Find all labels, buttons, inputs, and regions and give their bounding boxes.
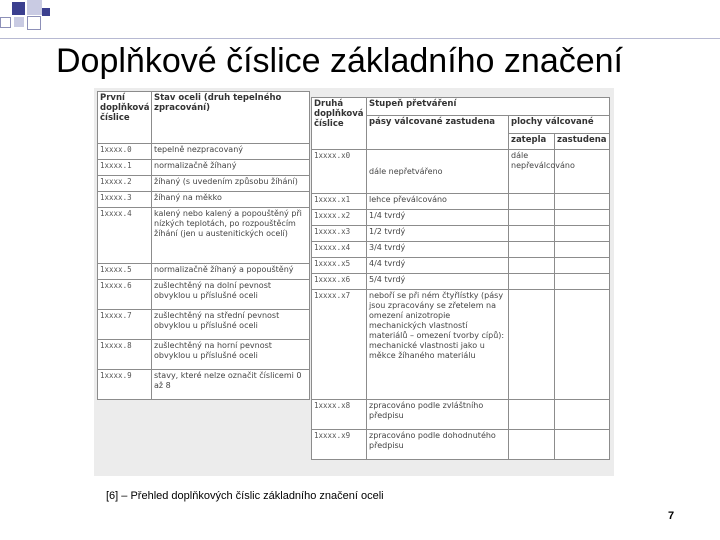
empty-cell [509, 226, 555, 242]
table-row [312, 430, 610, 460]
empty-cell [555, 210, 610, 226]
row-code: 1xxxx.x0 [312, 150, 367, 194]
table-row [312, 226, 610, 242]
row-desc: 1/4 tvrdý [367, 210, 509, 226]
row-desc: tepelně nezpracovaný [152, 144, 310, 160]
page-number: 7 [668, 510, 675, 522]
row-desc: 3/4 tvrdý [367, 242, 509, 258]
table-row [312, 290, 610, 400]
table-row [312, 150, 610, 194]
row-desc: lehce převálcováno [367, 194, 509, 210]
table-row [98, 144, 310, 160]
table-row [312, 274, 610, 290]
empty-cell [509, 210, 555, 226]
empty-cell [555, 400, 610, 430]
right-table [311, 97, 610, 460]
row-code: 1xxxx.x2 [312, 210, 367, 226]
row-desc: žíhaný (s uvedením způsobu žíhání) [152, 176, 310, 192]
row-code: 1xxxx.7 [98, 310, 152, 340]
empty-cell [555, 290, 610, 400]
table-row [98, 280, 310, 310]
empty-cell [509, 400, 555, 430]
row-code: 1xxxx.x8 [312, 400, 367, 430]
row-desc: zušlechtěný na dolní pevnost obvyklou u příslušné oceli [152, 280, 310, 310]
row-code: 1xxxx.x4 [312, 242, 367, 258]
left-header-col1: První doplňková číslice [98, 92, 152, 144]
row-desc: dále nepřetvářeno [367, 150, 509, 194]
empty-cell [509, 274, 555, 290]
table-row [98, 208, 310, 264]
table-row [98, 310, 310, 340]
empty-cell [509, 290, 555, 400]
row-code: 1xxxx.x3 [312, 226, 367, 242]
row-desc: 4/4 tvrdý [367, 258, 509, 274]
slide-title: Doplňkové číslice základního značení [56, 42, 623, 80]
empty-cell [555, 194, 610, 210]
table-row [312, 210, 610, 226]
right-header-sub-cold: pásy válcované zastudena [367, 116, 509, 150]
table-row [98, 370, 310, 400]
empty-cell [509, 258, 555, 274]
row-desc: zušlechtěný na horní pevnost obvyklou u příslušné oceli [152, 340, 310, 370]
row-desc: zpracováno podle dohodnutého předpisu [367, 430, 509, 460]
empty-cell [555, 258, 610, 274]
empty-cell [509, 242, 555, 258]
row-flat: dále nepřeválcováno [509, 150, 555, 194]
row-code: 1xxxx.x6 [312, 274, 367, 290]
row-code: 1xxxx.2 [98, 176, 152, 192]
row-code: 1xxxx.9 [98, 370, 152, 400]
figure-caption: [6] – Přehled doplňkových číslic základního značení oceli [106, 490, 384, 502]
empty-cell [555, 226, 610, 242]
row-desc: žíhaný na měkko [152, 192, 310, 208]
right-header-sub-flat: plochy válcované [509, 116, 610, 134]
table-row [98, 340, 310, 370]
row-desc: zušlechtěný na střední pevnost obvyklou u příslušné oceli [152, 310, 310, 340]
row-code: 1xxxx.4 [98, 208, 152, 264]
row-code: 1xxxx.1 [98, 160, 152, 176]
row-code: 1xxxx.0 [98, 144, 152, 160]
table-row [98, 192, 310, 208]
table-row [98, 160, 310, 176]
row-desc: normalizačně žíhaný a popouštěný [152, 264, 310, 280]
row-code: 1xxxx.x5 [312, 258, 367, 274]
right-header-col1: Druhá doplňková číslice [312, 98, 367, 150]
left-header-col2: Stav oceli (druh tepelného zpracování) [152, 92, 310, 144]
table-row [312, 400, 610, 430]
row-code: 1xxxx.x7 [312, 290, 367, 400]
row-code: 1xxxx.x9 [312, 430, 367, 460]
row-desc: neboří se při ném čtyřlístky (pásy jsou zpracovány se zřetelem na omezení anizotropie mechanických vlastností materiálů – omezení tvorby cípů): mechanické vlastnosti jako u měkce žíhaného materiálu [367, 290, 509, 400]
row-code: 1xxxx.x1 [312, 194, 367, 210]
table-row [312, 194, 610, 210]
row-desc: kalený nebo kalený a popouštěný při nízkých teplotách, po rozpouštěcím žíhání (jen u austenitických ocelí) [152, 208, 310, 264]
row-code: 1xxxx.5 [98, 264, 152, 280]
empty-cell [555, 274, 610, 290]
table-row [312, 242, 610, 258]
empty-cell [555, 242, 610, 258]
row-desc: stavy, které nelze označit číslicemi 0 až 8 [152, 370, 310, 400]
empty-cell [509, 430, 555, 460]
table-row [98, 176, 310, 192]
row-code: 1xxxx.8 [98, 340, 152, 370]
empty-cell [509, 194, 555, 210]
row-desc: normalizačně žíhaný [152, 160, 310, 176]
empty-cell [555, 150, 610, 194]
empty-cell [555, 430, 610, 460]
table-row [312, 258, 610, 274]
row-code: 1xxxx.3 [98, 192, 152, 208]
right-header-sub-warm: zatepla [509, 134, 555, 150]
right-header-col2: Stupeň přetváření [367, 98, 610, 116]
left-table [97, 91, 310, 400]
right-header-sub-cold2: zastudena [555, 134, 610, 150]
row-desc: 5/4 tvrdý [367, 274, 509, 290]
row-desc: zpracováno podle zvláštního předpisu [367, 400, 509, 430]
table-row [98, 264, 310, 280]
row-desc: 1/2 tvrdý [367, 226, 509, 242]
header-rule [0, 38, 720, 39]
row-code: 1xxxx.6 [98, 280, 152, 310]
